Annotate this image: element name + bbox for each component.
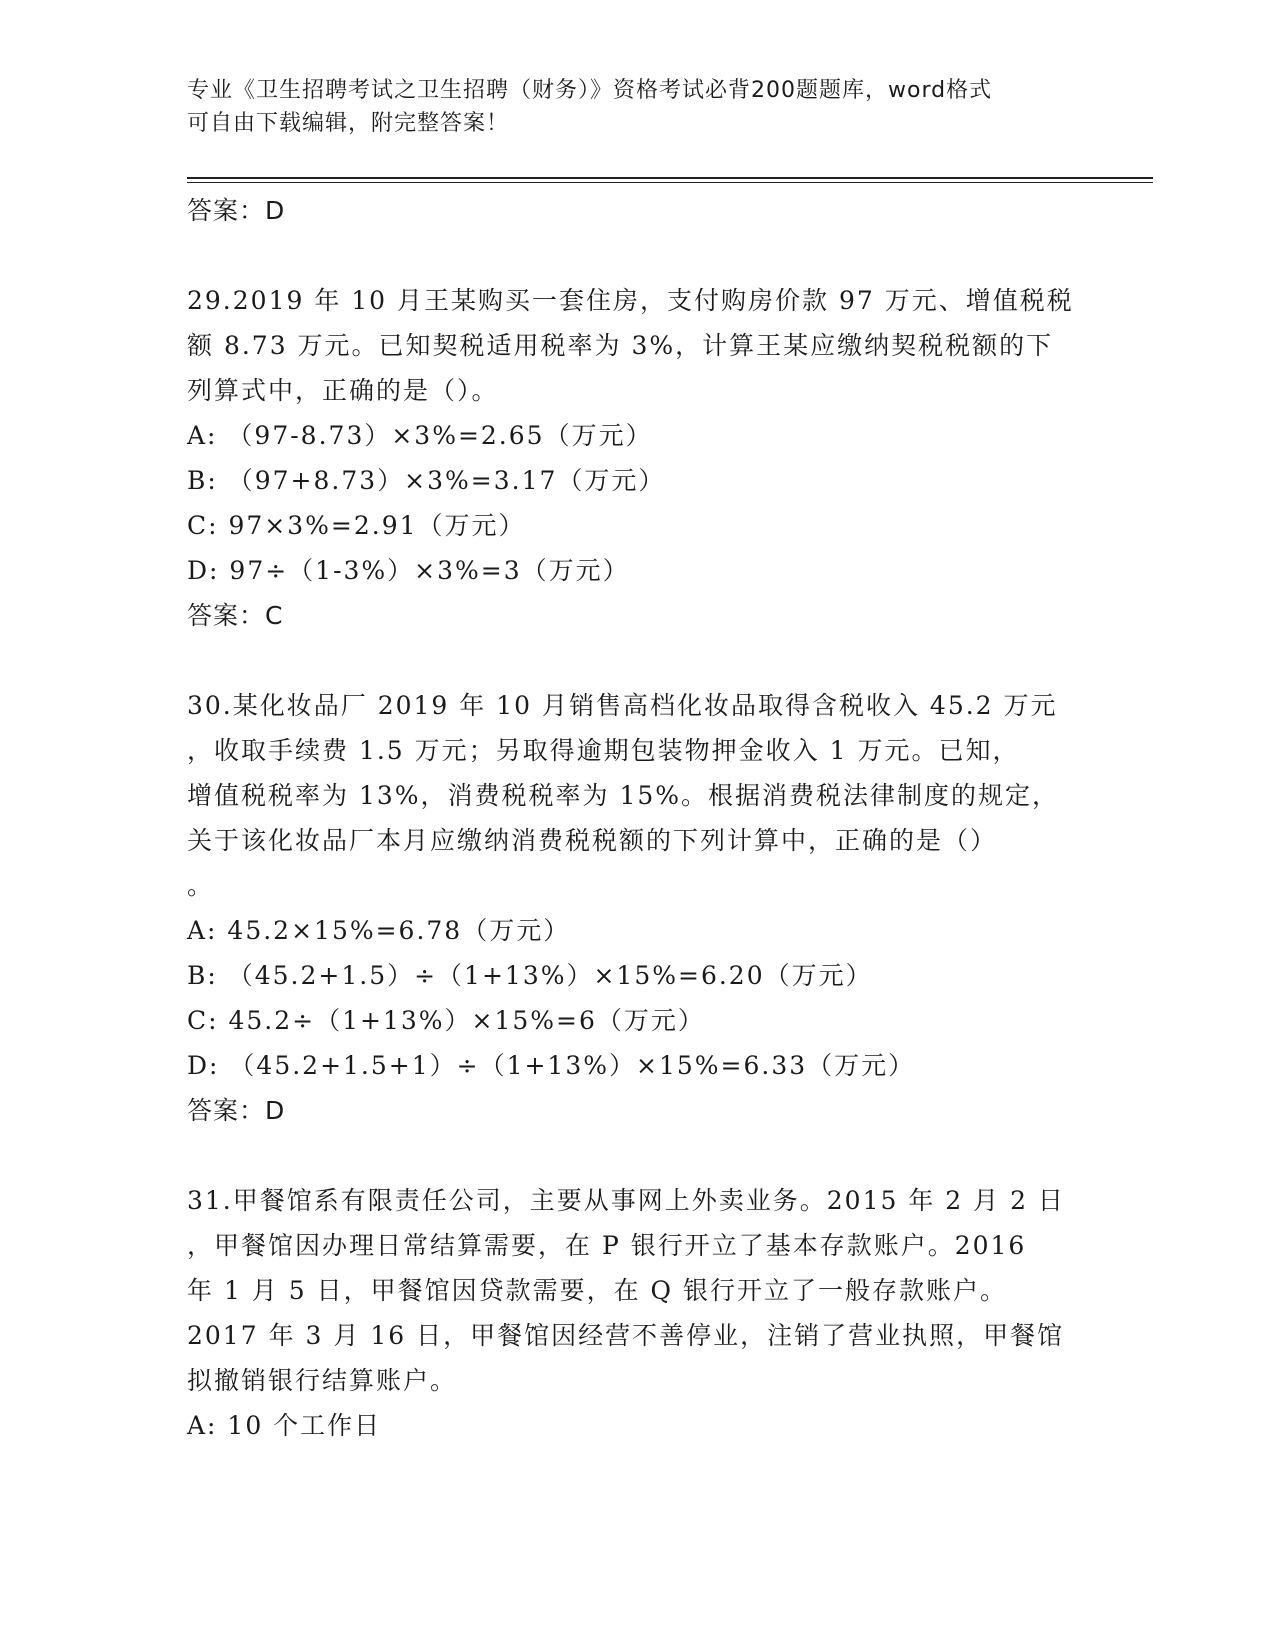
text-line: A: （97-8.73）×3%=2.65（万元） [187, 421, 653, 450]
header-line-1: 专业《卫生招聘考试之卫生招聘（财务）》资格考试必背200题题库，word格式 [187, 78, 993, 103]
text-line: 列算式中，正确的是（）。 [187, 376, 499, 405]
paragraph-gap [187, 1133, 1087, 1178]
answer-line: 答案：D [187, 1096, 286, 1125]
text-line: B: （97+8.73）×3%=3.17（万元） [187, 466, 666, 495]
text-line: 29.2019 年 10 月王某购买一套住房，支付购房价款 97 万元、增值税税 [187, 286, 1074, 315]
text-line: ，甲餐馆因办理日常结算需要，在 P 银行开立了基本存款账户。2016 [187, 1231, 1027, 1260]
header-line-2: 可自由下载编辑，附完整答案！ [187, 111, 510, 136]
text-line: ，收取手续费 1.5 万元；另取得逾期包装物押金收入 1 万元。已知， [187, 736, 1020, 765]
text-line: 。 [187, 871, 215, 900]
header-rule-thick [187, 177, 1153, 179]
text-line: D: 97÷（1-3%）×3%=3（万元） [187, 556, 630, 585]
text-line: 2017 年 3 月 16 日，甲餐馆因经营不善停业，注销了营业执照，甲餐馆 [187, 1321, 1065, 1350]
text-line: 关于该化妆品厂本月应缴纳消费税税额的下列计算中，正确的是（） [187, 826, 998, 855]
text-line: 31.甲餐馆系有限责任公司，主要从事网上外卖业务。2015 年 2 月 2 日 [187, 1186, 1065, 1215]
text-line: 额 8.73 万元。已知契税适用税率为 3%，计算王某应缴纳契税税额的下 [187, 331, 1054, 360]
header-rule-thin [187, 182, 1153, 183]
text-line: B: （45.2+1.5）÷（1+13%）×15%=6.20（万元） [187, 961, 873, 990]
paragraph-gap [187, 233, 1087, 278]
document-body [187, 188, 1087, 1448]
text-line: A: 10 个工作日 [187, 1411, 382, 1440]
text-line: A: 45.2×15%=6.78（万元） [187, 916, 571, 945]
answer-line: 答案：D [187, 196, 286, 225]
answer-line: 答案：C [187, 601, 284, 630]
text-line: 年 1 月 5 日，甲餐馆因贷款需要，在 Q 银行开立了一般存款账户。 [187, 1276, 1007, 1305]
text-line: D: （45.2+1.5+1）÷（1+13%）×15%=6.33（万元） [187, 1051, 916, 1080]
paragraph-gap [187, 638, 1087, 683]
text-line: C: 45.2÷（1+13%）×15%=6（万元） [187, 1006, 705, 1035]
text-line: 拟撤销银行结算账户。 [187, 1366, 458, 1395]
text-line: 增值税税率为 13%，消费税税率为 15%。根据消费税法律制度的规定， [187, 781, 1060, 810]
text-line: C: 97×3%=2.91（万元） [187, 511, 526, 540]
text-line: 30.某化妆品厂 2019 年 10 月销售高档化妆品取得含税收入 45.2 万元 [187, 691, 1058, 720]
document-header [187, 74, 1067, 140]
